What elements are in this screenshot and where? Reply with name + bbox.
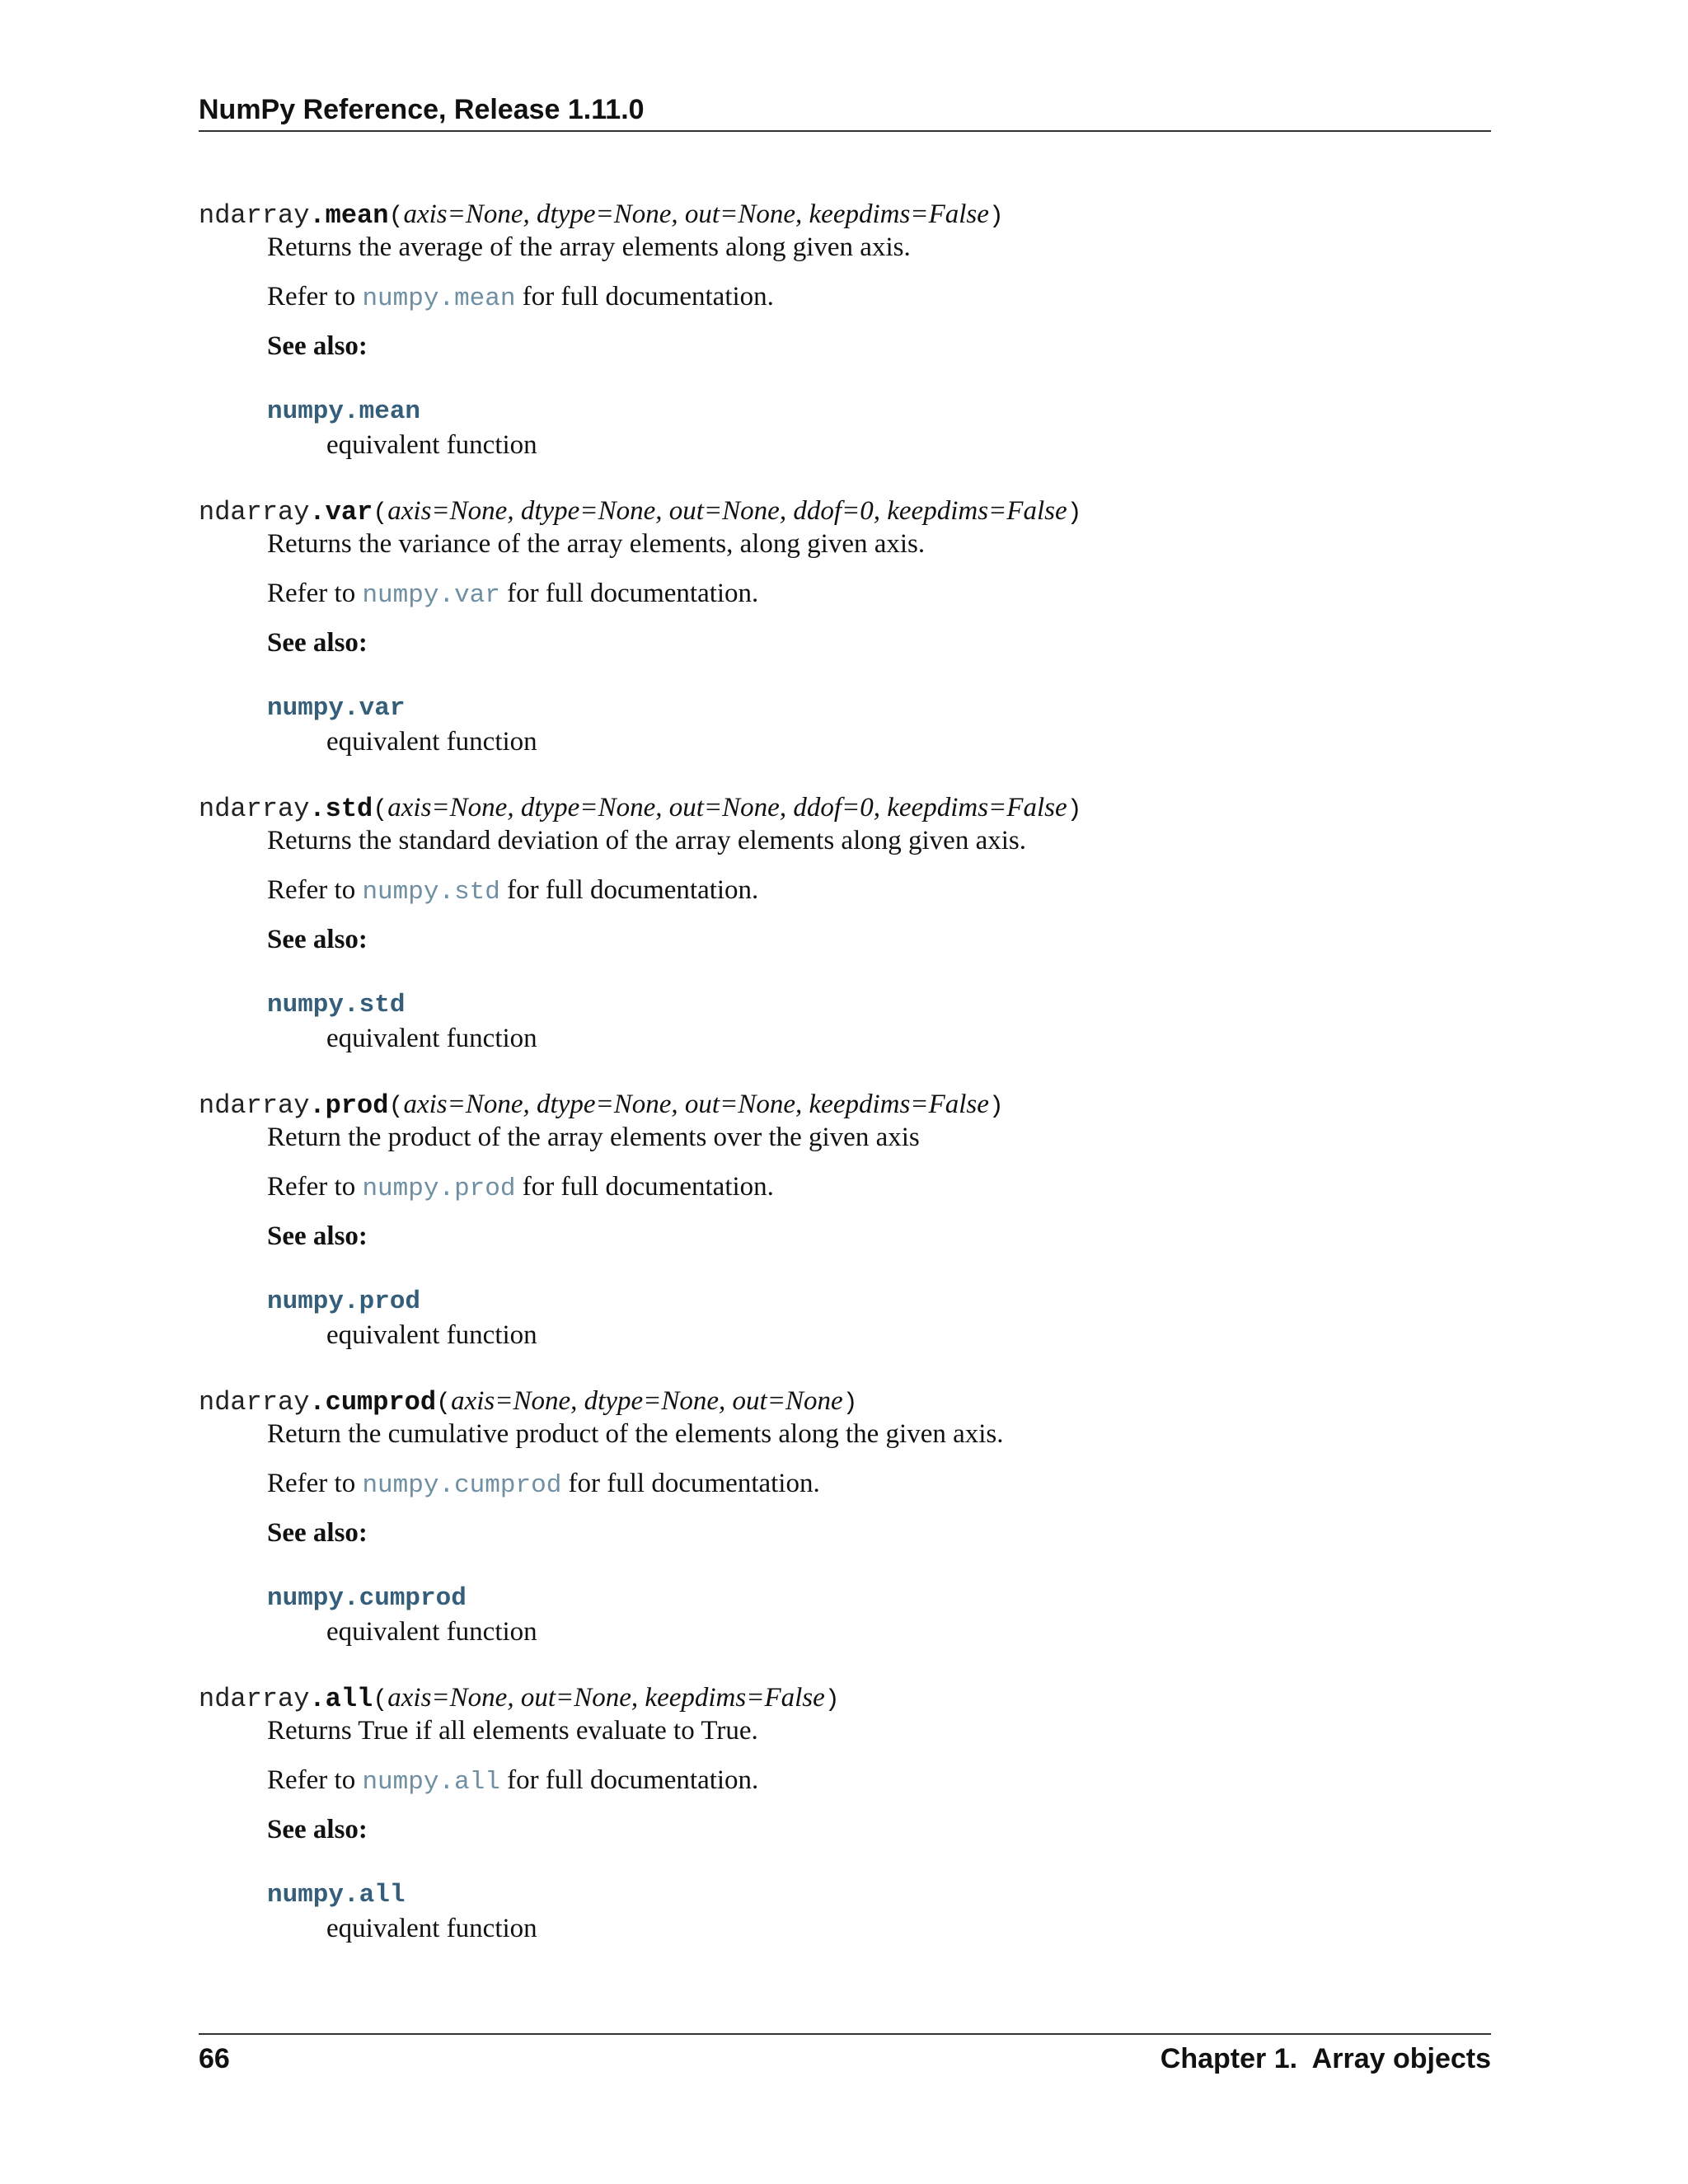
- api-entry-var: [199, 494, 1491, 791]
- see-also-link[interactable]: numpy.all: [267, 1881, 406, 1910]
- chapter-title: Chapter 1. Array objects: [1160, 2043, 1491, 2074]
- api-entry-prod: [199, 1088, 1491, 1385]
- method-params: axis=None, dtype=None, out=None, keepdims=False: [403, 1090, 989, 1119]
- see-also-link[interactable]: numpy.cumprod: [267, 1584, 467, 1613]
- method-params: axis=None, out=None, keepdims=False: [387, 1683, 825, 1713]
- method-name: var: [325, 497, 373, 527]
- see-also-description: equivalent function: [326, 1914, 537, 1943]
- refer-link[interactable]: numpy.cumprod: [362, 1471, 562, 1500]
- api-entry-cumprod: [199, 1385, 1491, 1681]
- method-description: Returns the average of the array elements along given axis.: [267, 232, 911, 262]
- method-params: axis=None, dtype=None, out=None, ddof=0, keepdims=False: [387, 793, 1067, 823]
- api-entry-mean: [199, 198, 1491, 494]
- api-entries: [199, 198, 1491, 1978]
- method-signature: ndarray.mean(axis=None, dtype=None, out=None, keepdims=False): [199, 199, 1004, 231]
- method-description: Returns the standard deviation of the array elements along given axis.: [267, 826, 1026, 855]
- refer-link[interactable]: numpy.prod: [362, 1174, 516, 1203]
- see-also-description: equivalent function: [326, 1320, 537, 1350]
- see-also-label: See also:: [267, 925, 368, 954]
- page-number: 66: [199, 2043, 230, 2074]
- see-also-label: See also:: [267, 1221, 368, 1251]
- method-name: prod: [325, 1090, 389, 1121]
- method-name: mean: [325, 200, 389, 231]
- method-signature: ndarray.all(axis=None, out=None, keepdims=False): [199, 1683, 840, 1714]
- see-also-link[interactable]: numpy.var: [267, 694, 406, 723]
- method-description: Return the cumulative product of the elements along the given axis.: [267, 1419, 1004, 1449]
- method-signature: ndarray.std(axis=None, dtype=None, out=None, ddof=0, keepdims=False): [199, 793, 1082, 824]
- refer-line: Refer to numpy.std for full documentation.: [267, 875, 759, 907]
- see-also-label: See also:: [267, 331, 368, 361]
- refer-link[interactable]: numpy.all: [362, 1768, 500, 1797]
- refer-line: Refer to numpy.all for full documentation.: [267, 1765, 759, 1797]
- method-signature: ndarray.var(axis=None, dtype=None, out=None, ddof=0, keepdims=False): [199, 496, 1082, 527]
- see-also-description: equivalent function: [326, 1617, 537, 1647]
- page-header: [199, 91, 1491, 132]
- method-description: Returns True if all elements evaluate to True.: [267, 1716, 758, 1746]
- method-name: all: [325, 1684, 373, 1714]
- see-also-description: equivalent function: [326, 1024, 537, 1053]
- refer-link[interactable]: numpy.std: [362, 878, 500, 907]
- method-signature: ndarray.prod(axis=None, dtype=None, out=None, keepdims=False): [199, 1090, 1004, 1121]
- method-name: std: [325, 794, 373, 824]
- see-also-description: equivalent function: [326, 430, 537, 460]
- document-title: NumPy Reference, Release 1.11.0: [199, 94, 645, 125]
- see-also-link[interactable]: numpy.mean: [267, 397, 421, 426]
- refer-line: Refer to numpy.mean for full documentation.: [267, 282, 774, 313]
- method-params: axis=None, dtype=None, out=None, keepdims=False: [403, 199, 989, 229]
- class-name: ndarray: [199, 497, 310, 527]
- see-also-label: See also:: [267, 1815, 368, 1844]
- class-name: ndarray: [199, 200, 310, 231]
- refer-link[interactable]: numpy.mean: [362, 284, 516, 313]
- refer-line: Refer to numpy.prod for full documentation.: [267, 1172, 774, 1203]
- class-name: ndarray: [199, 1090, 310, 1121]
- refer-link[interactable]: numpy.var: [362, 581, 500, 610]
- refer-line: Refer to numpy.var for full documentation.: [267, 579, 759, 610]
- class-name: ndarray: [199, 1387, 310, 1418]
- see-also-link[interactable]: numpy.std: [267, 991, 406, 1019]
- see-also-link[interactable]: numpy.prod: [267, 1287, 421, 1316]
- method-name: cumprod: [325, 1387, 437, 1418]
- class-name: ndarray: [199, 794, 310, 824]
- method-description: Returns the variance of the array elements, along given axis.: [267, 529, 926, 559]
- page-footer: [199, 2033, 1491, 2084]
- method-signature: ndarray.cumprod(axis=None, dtype=None, out=None): [199, 1386, 858, 1418]
- see-also-description: equivalent function: [326, 727, 537, 757]
- api-entry-all: [199, 1681, 1491, 1978]
- method-params: axis=None, dtype=None, out=None: [451, 1386, 843, 1416]
- see-also-label: See also:: [267, 628, 368, 658]
- method-description: Return the product of the array elements over the given axis: [267, 1122, 920, 1152]
- api-entry-std: [199, 791, 1491, 1088]
- refer-line: Refer to numpy.cumprod for full documentation.: [267, 1469, 820, 1500]
- see-also-label: See also:: [267, 1518, 368, 1548]
- method-params: axis=None, dtype=None, out=None, ddof=0, keepdims=False: [387, 496, 1067, 526]
- class-name: ndarray: [199, 1684, 310, 1714]
